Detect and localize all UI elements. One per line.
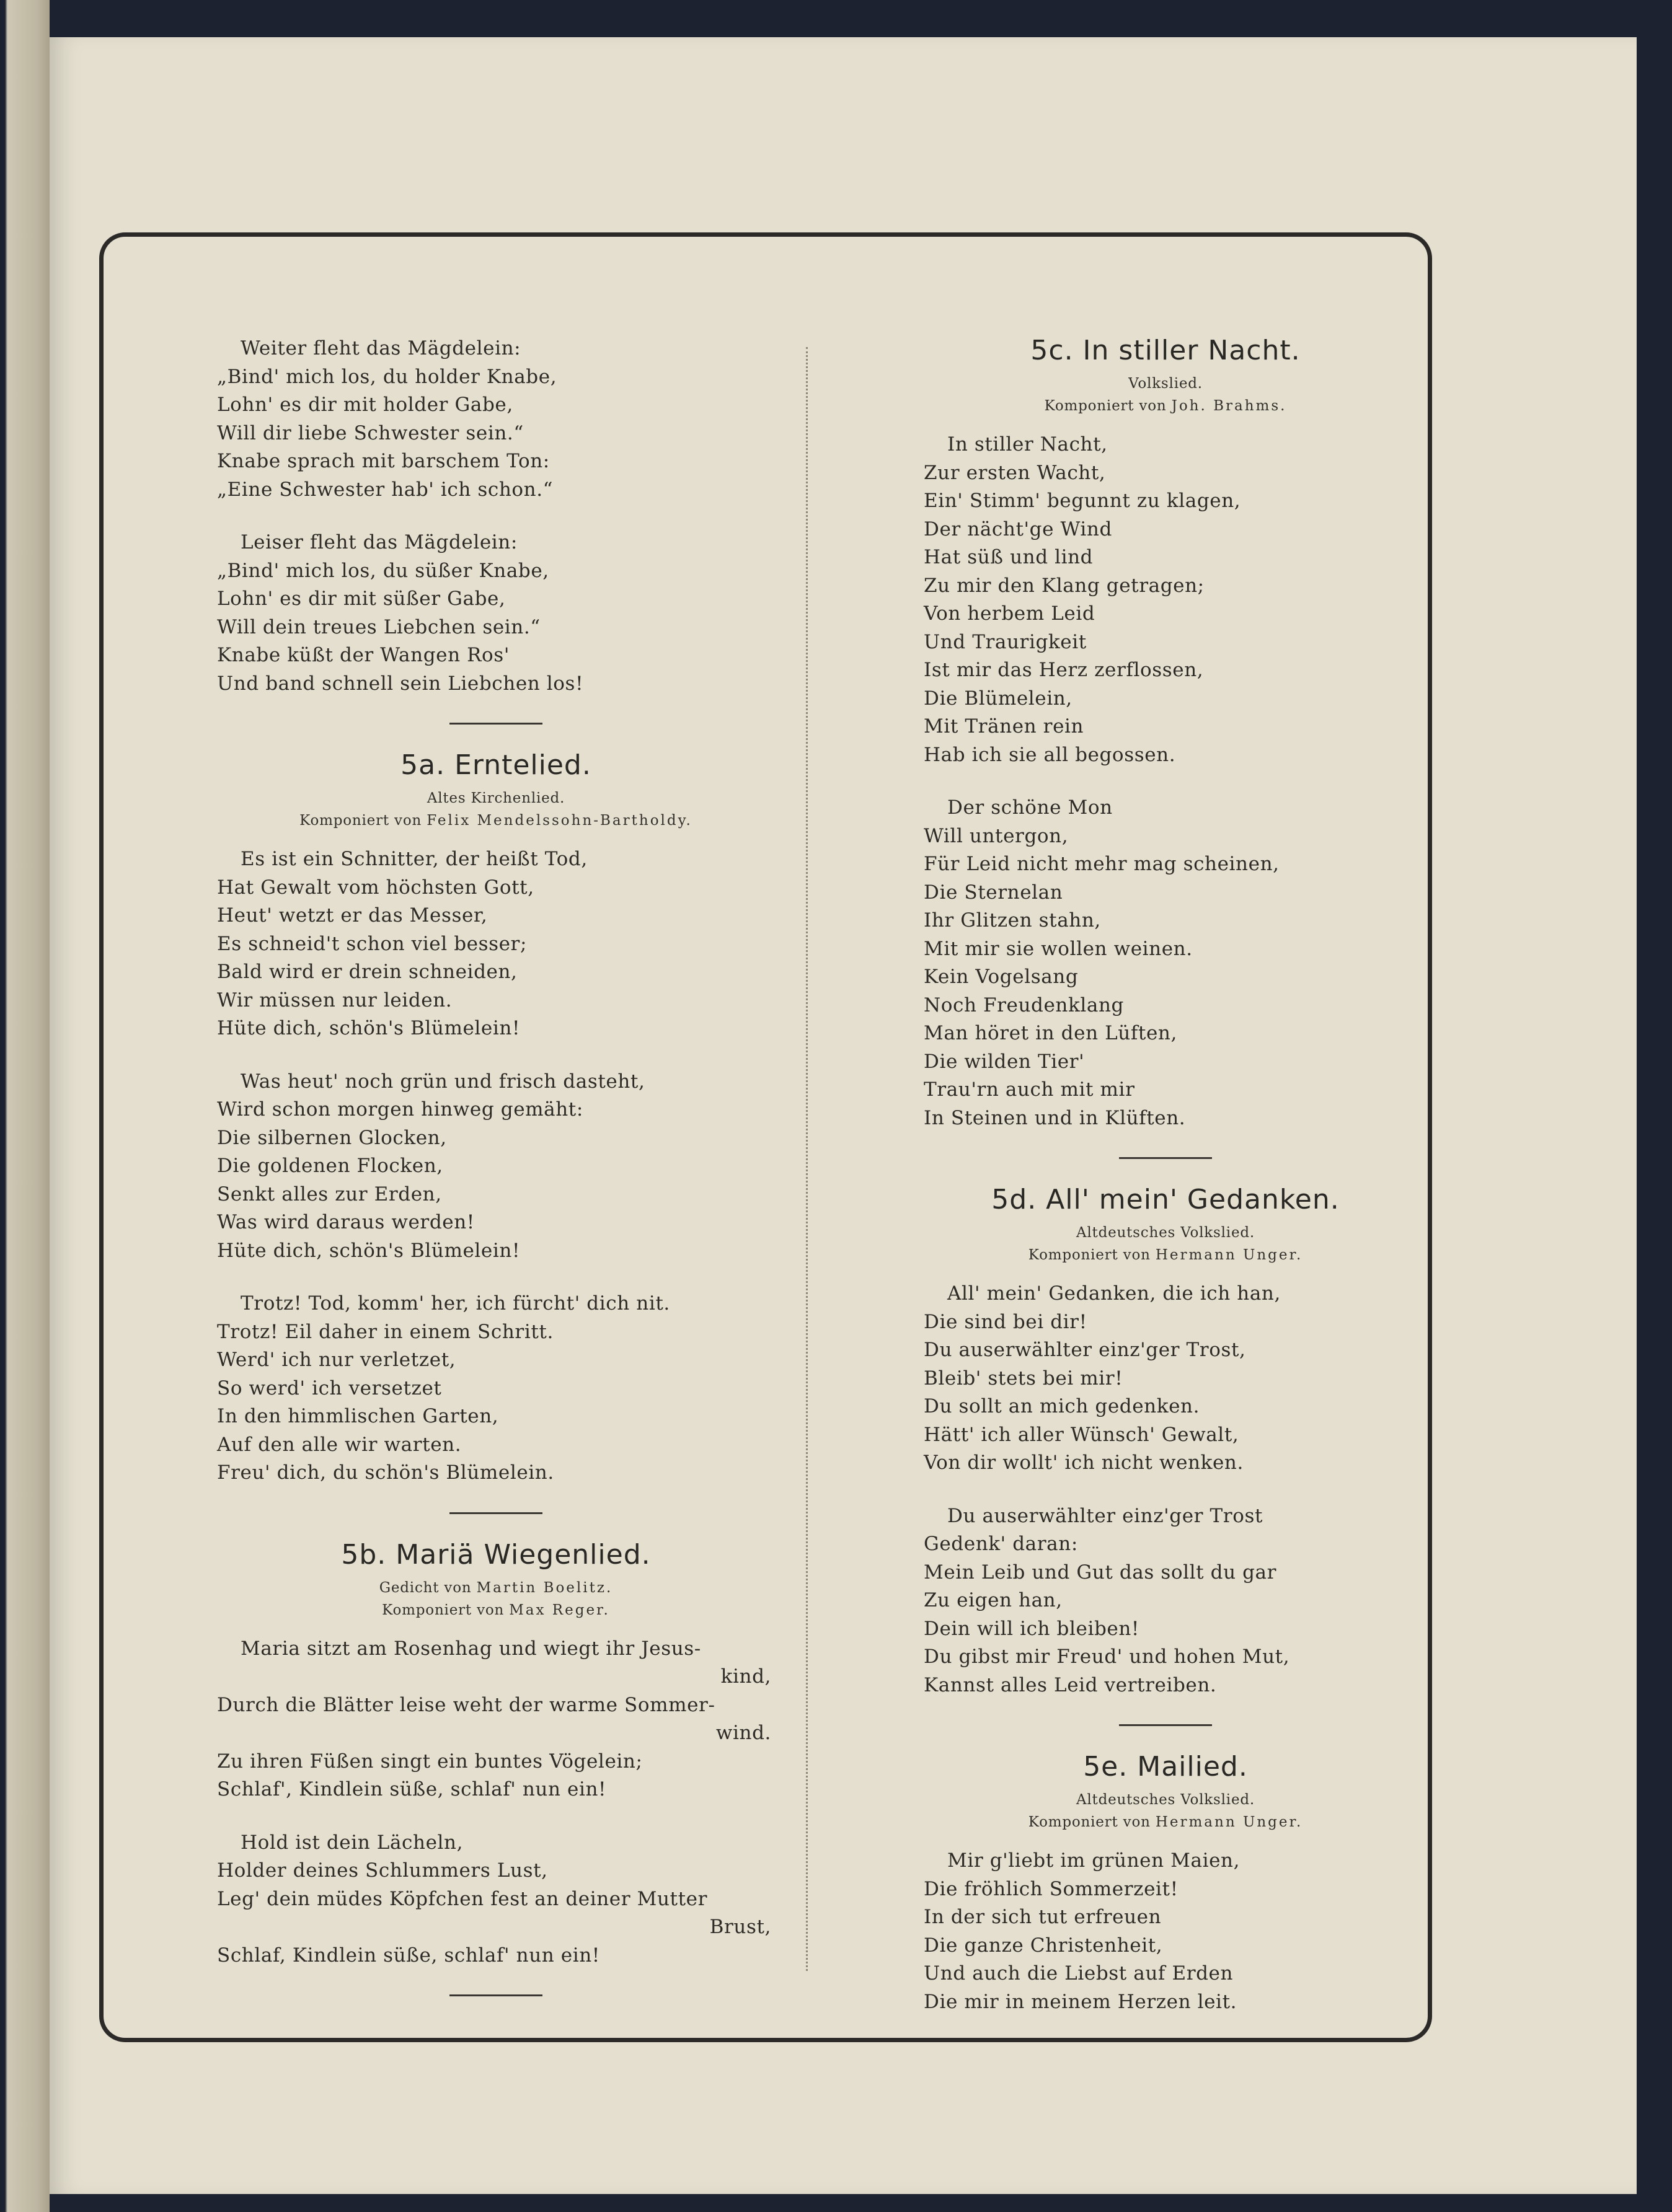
verse-line: Und Traurigkeit: [924, 630, 1087, 653]
verse-line: Knabe sprach mit barschem Ton:: [217, 450, 550, 472]
song-composer: Komponiert von Hermann Unger.: [1028, 1814, 1303, 1830]
verse-line: Hüte dich, schön's Blümelein!: [217, 1017, 520, 1039]
verse-line: In Steinen und in Klüften.: [924, 1106, 1186, 1129]
verse-line: Mein Leib und Gut das sollt du gar: [924, 1561, 1277, 1584]
song-composer: Komponiert von Max Reger.: [382, 1602, 610, 1618]
verse-line: In der sich tut erfreuen: [924, 1906, 1162, 1928]
song-title: 5c. In stiller Nacht.: [1030, 335, 1301, 366]
song-5b: [217, 1539, 775, 1997]
song-composer: Komponiert von Joh. Brahms.: [1044, 398, 1287, 414]
verse-line: Brust,: [709, 1916, 771, 1938]
verse-line: All' mein' Gedanken, die ich han,: [947, 1282, 1281, 1305]
column-divider: [806, 347, 808, 1971]
verse-line: Hätt' ich aller Wünsch' Gewalt,: [924, 1423, 1239, 1446]
verse-line: Mir g'liebt im grünen Maien,: [947, 1849, 1241, 1872]
verse-line: „Bind' mich los, du holder Knabe,: [217, 365, 557, 388]
verse-line: Trotz! Eil daher in einem Schritt.: [217, 1320, 554, 1343]
verse-line: Schlaf', Kindlein süße, schlaf' nun ein!: [217, 1778, 607, 1800]
verse-line: Hold ist dein Lächeln,: [241, 1831, 464, 1854]
song-title: 5a. Erntelied.: [400, 749, 591, 781]
verse-line: Die goldenen Flocken,: [217, 1155, 443, 1177]
section-separator: [449, 1994, 542, 1996]
stanza: [924, 1847, 1407, 2016]
verse-line: Die Blümelein,: [924, 687, 1073, 710]
verse-line: Mit mir sie wollen weinen.: [924, 937, 1193, 960]
verse-line: Die sind bei dir!: [924, 1310, 1087, 1333]
verse-line: Bald wird er drein schneiden,: [217, 961, 518, 983]
song-title: 5e. Mailied.: [1083, 1751, 1248, 1782]
verse-line: Es schneid't schon viel besser;: [217, 932, 528, 955]
verse-line: Für Leid nicht mehr mag scheinen,: [924, 853, 1280, 875]
verse-line: Was wird daraus werden!: [217, 1211, 475, 1233]
stanza: [217, 1829, 775, 1970]
verse-line: Kannst alles Leid vertreiben.: [924, 1673, 1217, 1696]
verse-line: Hat Gewalt vom höchsten Gott,: [217, 876, 534, 899]
stanza: [924, 1280, 1407, 1478]
right-column: [924, 335, 1407, 2041]
verse-line: Die fröhlich Sommerzeit!: [924, 1877, 1179, 1900]
verse-line: Du gibst mir Freud' und hohen Mut,: [924, 1646, 1290, 1668]
verse-line: Trotz! Tod, komm' her, ich fürcht' dich nit.: [241, 1292, 670, 1315]
song-5d: [924, 1184, 1407, 1699]
verse-line: Die Sternelan: [924, 881, 1063, 904]
stanza: [217, 1068, 775, 1266]
section-separator: [449, 723, 542, 725]
verse-line: Dein will ich bleiben!: [924, 1617, 1139, 1640]
verse-line: Du auserwählter einz'ger Trost: [947, 1504, 1263, 1527]
verse-line: Und band schnell sein Liebchen los!: [217, 672, 584, 695]
document-page: [50, 37, 1637, 2194]
verse-line: Die ganze Christenheit,: [924, 1934, 1163, 1957]
verse-line: Durch die Blätter leise weht der warme Sommer-: [217, 1693, 715, 1716]
verse-line: „Bind' mich los, du süßer Knabe,: [217, 559, 549, 582]
intro-poem: [217, 335, 775, 698]
stanza: [924, 1502, 1407, 1700]
verse-line: Zu mir den Klang getragen;: [924, 574, 1205, 597]
verse-line: Maria sitzt am Rosenhag und wiegt ihr Jesus-: [241, 1637, 701, 1660]
song-subtitle: Altdeutsches Volkslied.: [1076, 1792, 1255, 1808]
verse-line: Zur ersten Wacht,: [924, 461, 1106, 484]
verse-line: Hab ich sie all begossen.: [924, 743, 1176, 766]
verse-line: Heut' wetzt er das Messer,: [217, 904, 488, 927]
verse-line: Will dein treues Liebchen sein.“: [217, 615, 541, 638]
verse-line: Knabe küßt der Wangen Ros': [217, 644, 510, 666]
verse-line: Mit Tränen rein: [924, 715, 1084, 738]
verse-line: Lohn' es dir mit süßer Gabe,: [217, 588, 506, 610]
verse-line: Will dir liebe Schwester sein.“: [217, 421, 524, 444]
verse-line: Man höret in den Lüften,: [924, 1022, 1177, 1044]
verse-line: So werd' ich versetzet: [217, 1377, 442, 1399]
stanza: [217, 529, 775, 698]
verse-line: Wir müssen nur leiden.: [217, 989, 453, 1011]
verse-line: Von herbem Leid: [924, 602, 1095, 625]
verse-line: Weiter fleht das Mägdelein:: [241, 337, 521, 359]
verse-line: Schlaf, Kindlein süße, schlaf' nun ein!: [217, 1944, 600, 1967]
song-5c: [924, 335, 1407, 1132]
verse-line: Der nächt'ge Wind: [924, 518, 1112, 540]
verse-line: Der schöne Mon: [947, 796, 1113, 819]
verse-line: Du auserwählter einz'ger Trost,: [924, 1339, 1246, 1361]
section-separator: [1119, 1724, 1212, 1726]
verse-line: wind.: [715, 1722, 771, 1744]
verse-line: Von dir wollt' ich nicht wenken.: [924, 1452, 1244, 1474]
verse-line: Auf den alle wir warten.: [217, 1433, 462, 1456]
verse-line: Leiser fleht das Mägdelein:: [241, 531, 518, 553]
verse-line: Holder deines Schlummers Lust,: [217, 1859, 548, 1882]
verse-line: Was heut' noch grün und frisch dasteht,: [241, 1070, 645, 1093]
stanza: [217, 1635, 775, 1804]
verse-line: „Eine Schwester hab' ich schon.“: [217, 478, 554, 501]
song-subtitle: Altes Kirchenlied.: [427, 790, 565, 806]
verse-line: In stiller Nacht,: [947, 433, 1108, 456]
verse-line: Zu ihren Füßen singt ein buntes Vögelein;: [217, 1750, 643, 1773]
verse-line: Lohn' es dir mit holder Gabe,: [217, 394, 513, 416]
verse-line: Ist mir das Herz zerflossen,: [924, 659, 1204, 681]
song-title: 5d. All' mein' Gedanken.: [991, 1184, 1340, 1215]
stanza: [217, 845, 775, 1043]
verse-line: Bleib' stets bei mir!: [924, 1367, 1123, 1390]
verse-line: Leg' dein müdes Köpfchen fest an deiner Mutter: [217, 1887, 708, 1910]
song-composer: Komponiert von Hermann Unger.: [1028, 1247, 1303, 1263]
verse-line: Hüte dich, schön's Blümelein!: [217, 1239, 520, 1262]
book-spine-edge: [0, 0, 50, 2212]
verse-line: Ihr Glitzen stahn,: [924, 909, 1101, 932]
verse-line: Du sollt an mich gedenken.: [924, 1395, 1200, 1417]
song-poet: Gedicht von Martin Boelitz.: [379, 1579, 613, 1596]
verse-line: In den himmlischen Garten,: [217, 1405, 499, 1427]
song-subtitle: Altdeutsches Volkslied.: [1076, 1225, 1255, 1241]
verse-line: Zu eigen han,: [924, 1589, 1063, 1611]
verse-line: Es ist ein Schnitter, der heißt Tod,: [241, 848, 588, 870]
verse-line: Senkt alles zur Erden,: [217, 1183, 442, 1205]
left-column: [217, 335, 775, 2021]
stanza: [217, 1290, 775, 1487]
verse-line: Gedenk' daran:: [924, 1533, 1078, 1555]
verse-line: Die silbernen Glocken,: [217, 1126, 447, 1149]
verse-line: Wird schon morgen hinweg gemäht:: [217, 1098, 583, 1121]
section-separator: [1119, 1157, 1212, 1159]
verse-line: Und auch die Liebst auf Erden: [924, 1962, 1234, 1985]
verse-line: Will untergon,: [924, 824, 1069, 847]
verse-line: kind,: [720, 1665, 771, 1688]
song-composer: Komponiert von Felix Mendelssohn-Bartholdy.: [299, 813, 692, 829]
song-title: 5b. Mariä Wiegenlied.: [341, 1538, 651, 1571]
verse-line: Noch Freudenklang: [924, 994, 1124, 1016]
verse-line: Die mir in meinem Herzen leit.: [924, 1990, 1237, 2013]
verse-line: Kein Vogelsang: [924, 966, 1079, 988]
verse-line: Hat süß und lind: [924, 546, 1094, 568]
song-5a: [217, 749, 775, 1487]
verse-line: Die wilden Tier': [924, 1050, 1085, 1073]
stanza: [924, 431, 1407, 769]
stanza: [217, 335, 775, 504]
verse-line: Freu' dich, du schön's Blümelein.: [217, 1461, 554, 1484]
verse-line: Werd' ich nur verletzet,: [217, 1349, 456, 1371]
stanza: [924, 794, 1407, 1132]
verse-line: Trau'rn auch mit mir: [924, 1078, 1135, 1101]
song-5e: [924, 1751, 1407, 2016]
verse-line: Ein' Stimm' begunnt zu klagen,: [924, 490, 1241, 512]
section-separator: [449, 1512, 542, 1514]
song-subtitle: Volkslied.: [1128, 376, 1203, 392]
